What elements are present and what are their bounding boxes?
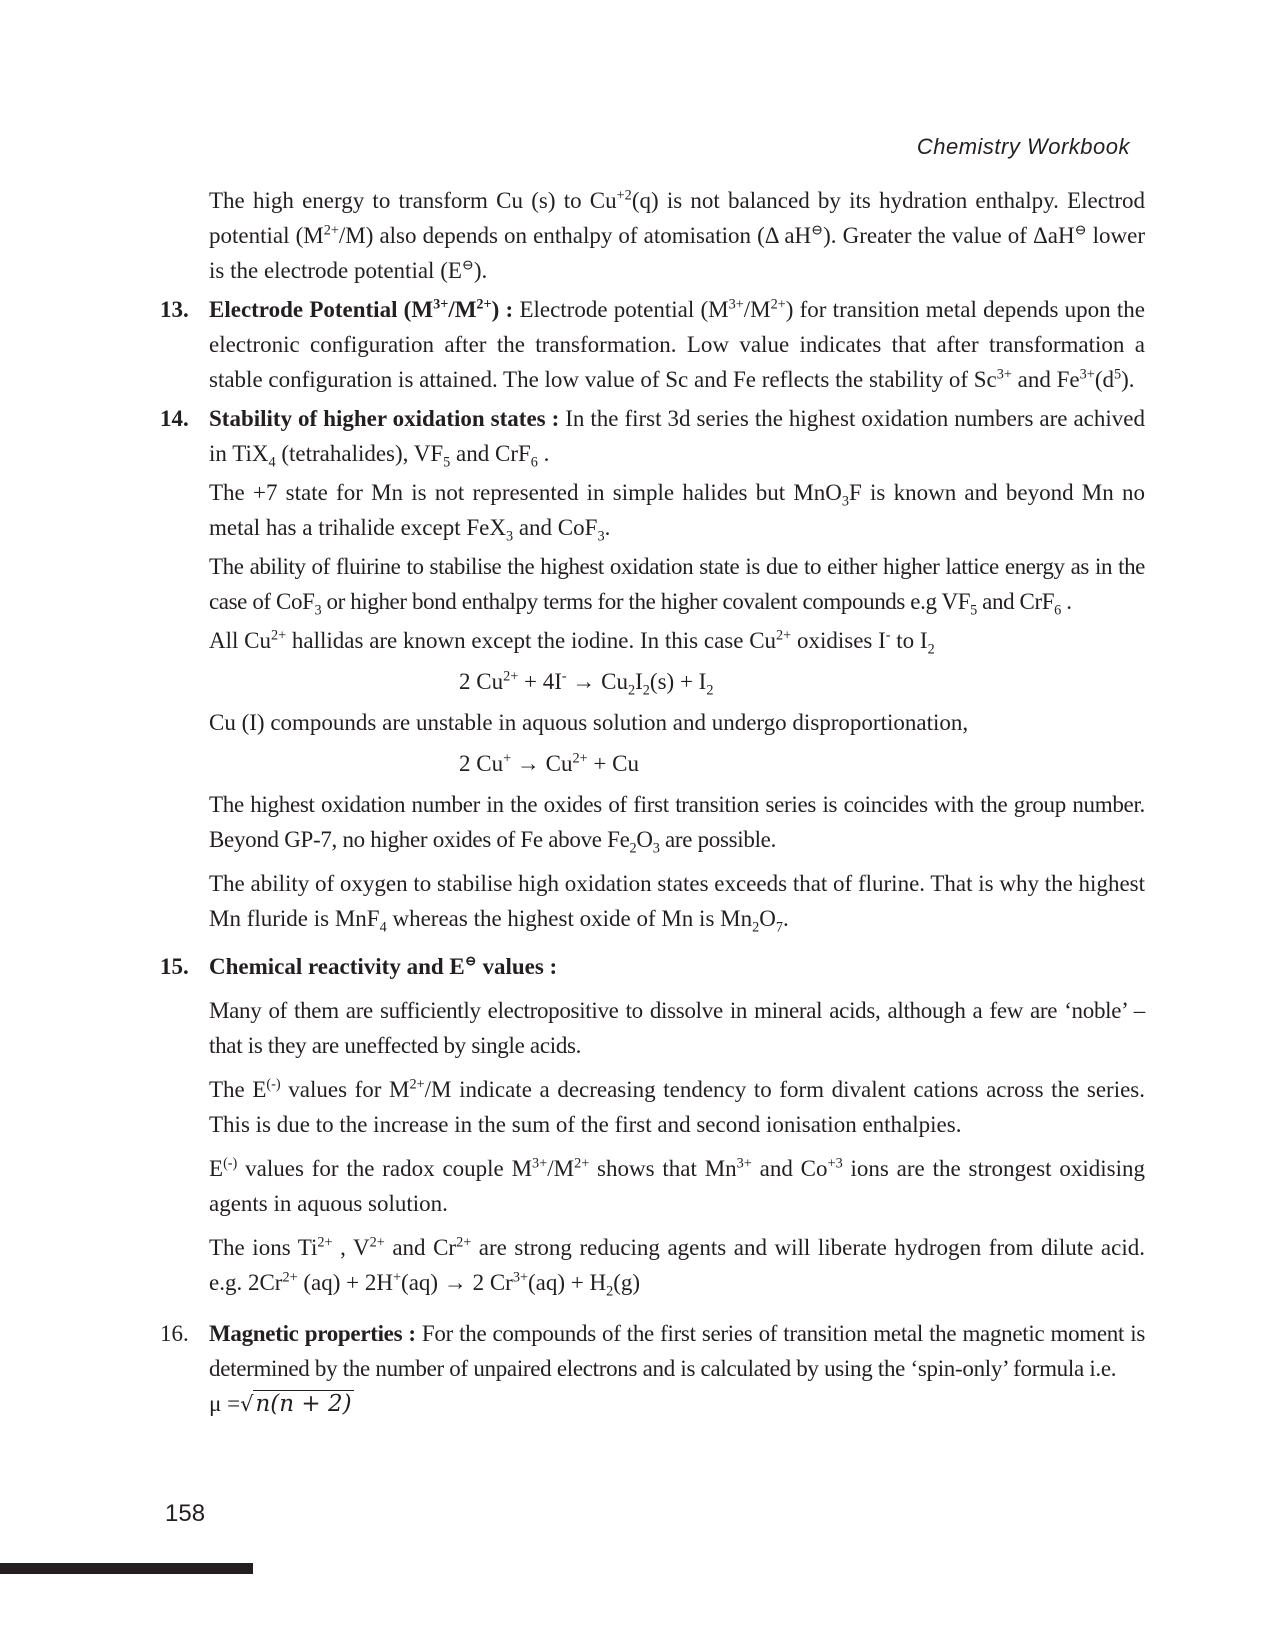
item-body: Magnetic properties : For the compounds of the first series of transition metal the magnetic moment is determined by the number of unpaired electrons and is calculated by using the ‘spin-only’ formula i.e. [209,1321,1146,1381]
item-14-para-2: The +7 state for Mn is not represented in simple halides but MnO$_3$F is known and beyond Mn no metal has a trihalide except FeX$_3$ and CoF$_3$. [209,480,1145,545]
radical-sign: √ [240,1392,254,1416]
equation-copper-iodide: 2 $Cu^{2+} + 4I^- \to Cu_2I_2(s) + I_2$ [459,668,714,699]
item-15 [160,949,1145,984]
item-number: 13. [160,297,189,322]
page-content [160,183,1145,1422]
page-number: 158 [165,1500,206,1527]
item-title: Electrode Potential $(M^{3+}/M^{2+})$ : [209,296,514,322]
item-body: Stability of higher oxidation states : In the first 3d series the highest oxidation numbers are achived in TiX$_4$ (tetrahalides), $VF_5$ and CrF$_6$ . [209,406,1145,471]
item-14-para-6: The highest oxidation number in the oxides of first transition series is coincides with the group number. Beyond GP-7, no higher oxides of Fe above $Fe_2O_3$ are possible. [209,792,1145,857]
item-number: 16. [160,1321,189,1346]
intro-paragraph: The high energy to transform Cu (s) to $Cu^{+2}(q)$ is not balanced by its hydration enthalpy. Electrod potential $(M^{2+}/M)$ also depends on enthalpy of atomisation (Δ aH⊖). Greater the value of ΔaH⊖ lower is the electrode potential (E⊖). [209,187,1146,283]
item-15-para-2: The E(-) values for $M^{2+}/M$ indicate a decreasing tendency to form divalent cations across the series. This is due to the increase in the sum of the first and second ionisation enthalpies. [209,1076,1145,1137]
item-14-para-4: All $Cu^{2+}$ hallidas are known except the iodine. In this case $Cu^{2+}$ oxidises I- to $I_2$ [209,627,935,658]
equation-disproportionation: 2 $Cu^+ \to Cu^{2+} + Cu$ [459,750,639,776]
item-title: Magnetic properties : [209,1321,416,1346]
item-title: Chemical reactivity and E⊖ values : [209,953,558,979]
footer-bar [0,1563,253,1574]
mu-symbol: μ = [209,1391,241,1416]
item-body: Electrode Potential $(M^{3+}/M^{2+})$ : Electrode potential $(M^{3+}/M^{2+})$ for transition metal depends upon the electronic configuration after the transformation. Low value indicates that after transformation a stable configuration is attained. The low value of Sc and Fe reflects the stability of $Sc^{3+}$ and $Fe^{3+}(d^5)$. [209,296,1145,392]
item-number: 14. [160,406,189,431]
item-14-para-5: Cu (I) compounds are unstable in aquous solution and undergo disproportionation, [209,710,969,735]
spin-only-formula [209,1386,1145,1422]
running-header: Chemistry Workbook [916,134,1130,159]
item-body [209,949,1145,984]
item-15-para-3: E(-) values for the radox couple $M^{3+}/M^{2+}$ shows that $Mn^{3+}$ and $Co^{+3}$ ions are the strongest oxidising agents in aquous solution. [209,1155,1145,1216]
item-13 [160,292,1145,397]
item-14-para-7: The ability of oxygen to stabilise high oxidation states exceeds that of flurine. That is why the highest Mn fluride is MnF$_4$ whereas the highest oxide of Mn is $Mn_2O_7$. [209,871,1145,936]
item-16 [160,1316,1145,1386]
item-title: Stability of higher oxidation states : [209,406,560,431]
item-15-para-1: Many of them are sufficiently electropositive to dissolve in mineral acids, although a few are ‘noble’ – that is they are uneffected by single acids. [209,998,1145,1058]
item-14-para-3: The ability of fluirine to stabilise the highest oxidation state is due to either higher lattice energy as in the case of CoF$_3$ or higher bond enthalpy terms for the higher covalent compounds e.g $VF_5$ and CrF$_6$ . [209,554,1145,619]
radicand: n(n + 2) [255,1391,352,1417]
item-15-para-4: The ions $Ti^{2+}$ , $V^{2+}$ and $Cr^{2+}$ are strong reducing agents and will liberate hydrogen from dilute acid. e.g. $2Cr^{2+}$ (aq) + 2H+(aq) → 2 $Cr^{3+}(aq) + H_2(g)$ [209,1234,1145,1300]
item-14 [160,401,1145,471]
item-number: 15. [160,954,189,979]
